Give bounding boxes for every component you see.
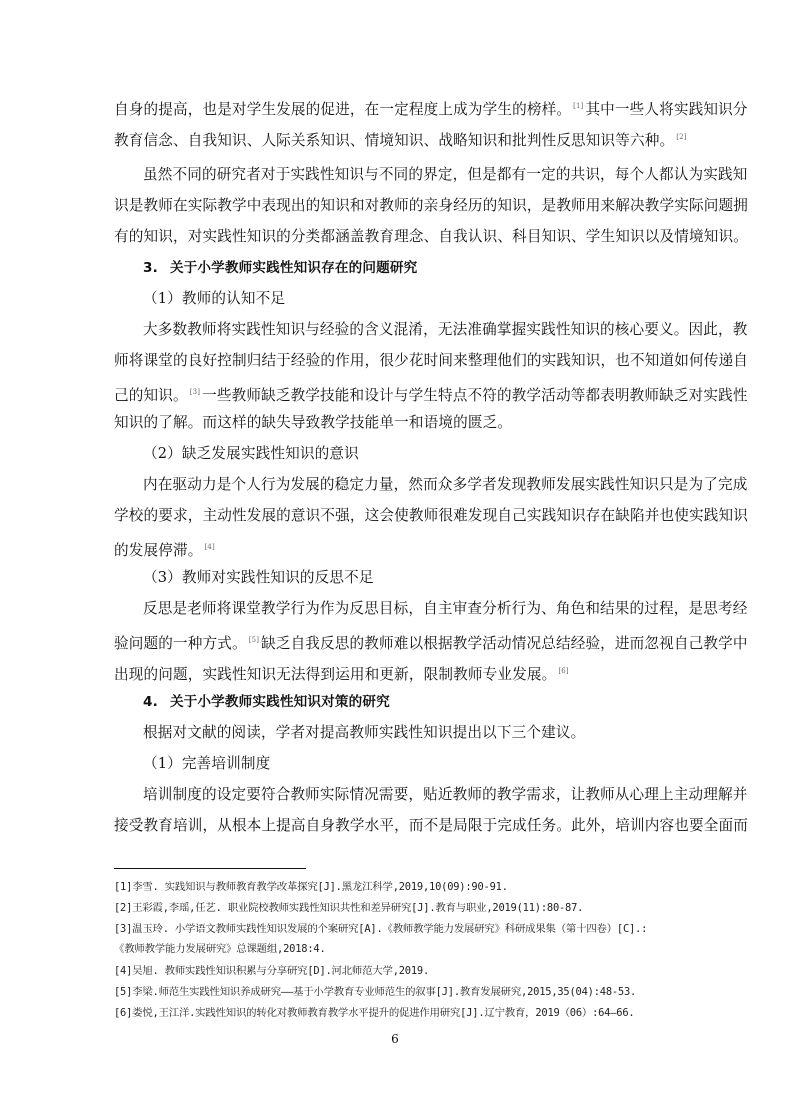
- footnote-item-continued: 《教师教学能力发展研究》总课题组,2018:4.: [114, 943, 326, 955]
- footnote-item: [3]温玉玲. 小学语文教师实践性知识发展的个案研究[A].《教师教学能力发展研究》科研成果集（第十四卷）[C].:: [114, 923, 648, 935]
- paragraph-line: 培训制度的设定要符合教师实际情况需要，贴近教师的教学需求，让教师从心理上主动理解并: [143, 786, 748, 803]
- paragraph-line: 知识的了解。而这样的缺失导致教学技能单一和语境的匮乏。: [114, 414, 513, 431]
- paragraph-line: 大多数教师将实践性知识与经验的含义混淆，无法准确掌握实践性知识的核心要义。因此，教: [143, 321, 748, 338]
- paragraph-line: 有的知识，对实践性知识的分类都涵盖教育理念、自我认识、科目知识、学生知识以及情境知识。: [114, 228, 748, 245]
- citation-marker[interactable]: [5]: [248, 636, 260, 644]
- paragraph-line: 教育信念、自我知识、人际关系知识、情境知识、战略知识和批判性反思知识等六种。 [2]: [114, 131, 687, 149]
- paragraph-line: 师将课堂的良好控制归结于经验的作用，很少花时间来整理他们的实践知识，也不知道如何传递自: [114, 352, 748, 369]
- subsection-heading: （1）完善培训制度: [143, 755, 271, 772]
- citation-marker[interactable]: [2]: [676, 133, 687, 141]
- subsection-heading: （2）缺乏发展实践性知识的意识: [143, 445, 359, 462]
- footnote-item: [4]吴旭. 教师实践性知识积累与分享研究[D].河北师范大学,2019.: [114, 965, 430, 977]
- paragraph-line: 反思是老师将课堂教学行为作为反思目标，自主审查分析行为、角色和结果的过程，是思考经: [143, 600, 748, 617]
- paragraph-line: 内在驱动力是个人行为发展的稳定力量，然而众多学者发现教师发展实践性知识只是为了完成: [143, 476, 748, 493]
- section-heading: 3. 关于小学教师实践性知识存在的问题研究: [143, 260, 418, 276]
- page-number: 6: [391, 1032, 399, 1046]
- citation-marker[interactable]: [4]: [204, 543, 215, 551]
- footnote-item: [1]李雪. 实践知识与教师教育教学改革探究[J].黑龙江科学,2019,10(09):90-91.: [114, 881, 508, 893]
- paragraph-line: 己的知识。 [3] 一些教师缺乏教学技能和设计与学生特点不符的教学活动等都表明教师缺乏对实践性: [114, 386, 748, 404]
- subsection-heading: （1）教师的认知不足: [143, 290, 286, 307]
- footnote-item: [5]李梁.师范生实践性知识养成研究——基于小学教育专业师范生的叙事[J].教育发展研究,2015,35(04):48-53.: [114, 986, 637, 998]
- paragraph-line: 识是教师在实际教学中表现出的知识和对教师的亲身经历的知识，是教师用来解决教学实际问题拥: [114, 197, 748, 214]
- paragraph-line: 接受教育培训，从根本上提高自身教学水平，而不是局限于完成任务。此外，培训内容也要全面而: [114, 817, 748, 834]
- section-heading: 4. 关于小学教师实践性知识对策的研究: [143, 694, 390, 710]
- subsection-heading: （3）教师对实践性知识的反思不足: [143, 569, 374, 586]
- paragraph-line: 学校的要求，主动性发展的意识不强，这会使教师很难发现自己实践知识存在缺陷并也使实践知识: [114, 507, 748, 524]
- paragraph-line: 验问题的一种方式。 [5] 缺乏自我反思的教师难以根据教学活动情况总结经验，进而忽视自己教学中: [114, 634, 748, 652]
- footnote-item: [2]王彩霞,李瑶,任艺. 职业院校教师实践性知识共性和差异研究[J].教育与职业,2019(11):80-87.: [114, 902, 584, 914]
- paragraph-line: 自身的提高，也是对学生发展的促进，在一定程度上成为学生的榜样。 [1] 其中一些人将实践知识分: [114, 100, 748, 118]
- footnote-separator: [114, 868, 306, 869]
- paragraph-line: 虽然不同的研究者对于实践性知识与不同的界定，但是都有一定的共识，每个人都认为实践知: [143, 166, 748, 183]
- citation-marker[interactable]: [3]: [189, 388, 201, 396]
- citation-marker[interactable]: [1]: [573, 102, 584, 110]
- paragraph-line: 根据对文献的阅读，学者对提高教师实践性知识提出以下三个建议。: [143, 724, 586, 741]
- paragraph-line: 的发展停滞。 [4]: [114, 541, 215, 559]
- citation-marker[interactable]: [6]: [558, 667, 569, 675]
- footnote-item: [6]娄悦,王江洋.实践性知识的转化对教师教育教学水平提升的促进作用研究[J].辽宁教育，2019（06）:64—66.: [114, 1007, 635, 1019]
- paragraph-line: 出现的问题，实践性知识无法得到运用和更新，限制教师专业发展。 [6]: [114, 665, 569, 683]
